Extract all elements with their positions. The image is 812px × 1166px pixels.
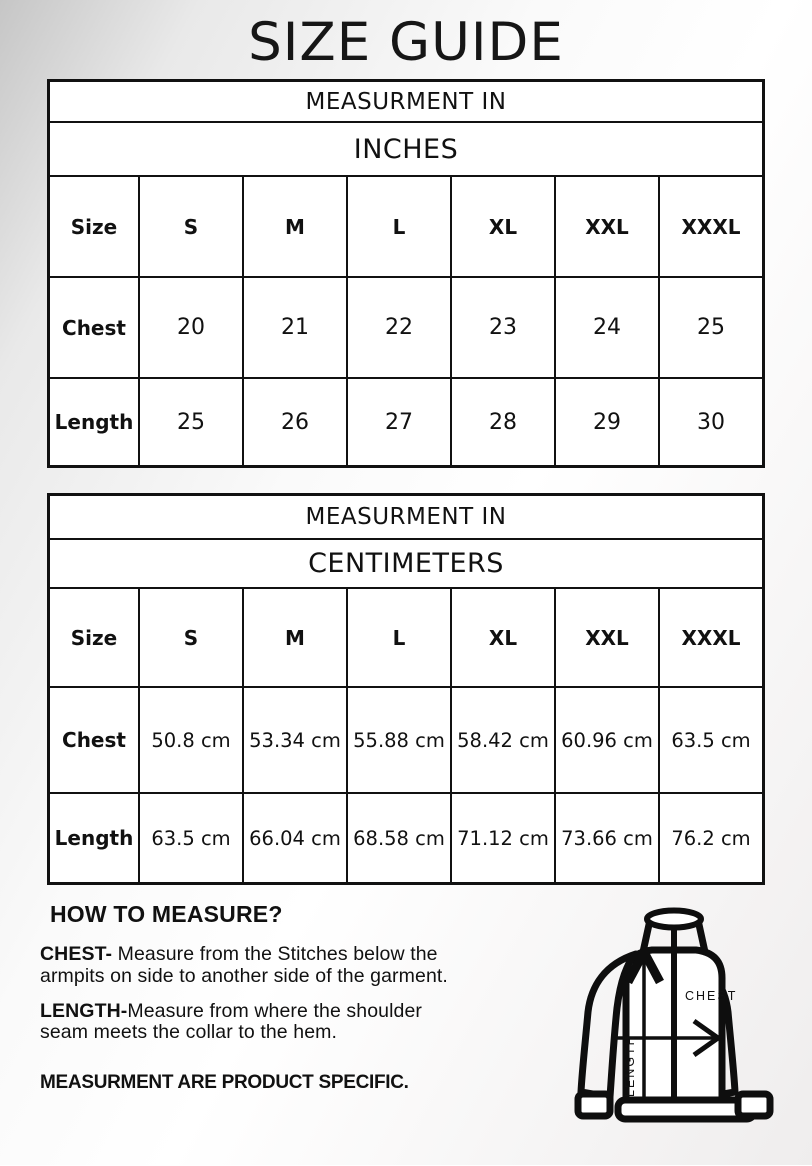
column-header-m: M	[243, 176, 347, 277]
chest-instruction-text: Measure from the Stitches below the armpits on side to another side of the garment.	[40, 943, 448, 987]
size-value: 63.5 cm	[659, 687, 763, 793]
size-value: 73.66 cm	[555, 793, 659, 883]
chest-instruction	[40, 944, 460, 988]
diagram-chest-label: CHEST	[685, 989, 738, 1003]
size-table-inches	[47, 79, 765, 468]
how-to-measure-section	[40, 901, 460, 1107]
diagram-length-label: LENGTH	[623, 1034, 637, 1097]
row-label-length: Length	[49, 378, 139, 466]
size-value: 22	[347, 277, 451, 378]
size-value: 29	[555, 378, 659, 466]
table-header-unit: CENTIMETERS	[49, 539, 763, 588]
size-value: 26	[243, 378, 347, 466]
size-value: 25	[659, 277, 763, 378]
size-value: 55.88 cm	[347, 687, 451, 793]
size-value: 23	[451, 277, 555, 378]
column-header-xxxl: XXXL	[659, 588, 763, 687]
column-header-xl: XL	[451, 588, 555, 687]
column-header-xxxl: XXXL	[659, 176, 763, 277]
product-specific-note: MEASURMENT ARE PRODUCT SPECIFIC.	[40, 1072, 409, 1094]
row-label-chest: Chest	[49, 277, 139, 378]
column-header-xxl: XXL	[555, 176, 659, 277]
size-value: 28	[451, 378, 555, 466]
column-header-xxl: XXL	[555, 588, 659, 687]
size-value: 21	[243, 277, 347, 378]
column-header-l: L	[347, 176, 451, 277]
jacket-measurement-diagram	[548, 900, 800, 1162]
size-value: 24	[555, 277, 659, 378]
column-header-xl: XL	[451, 176, 555, 277]
chest-instruction-label: CHEST-	[40, 943, 113, 965]
column-header-size: Size	[49, 176, 139, 277]
size-value: 60.96 cm	[555, 687, 659, 793]
size-value: 20	[139, 277, 243, 378]
column-header-m: M	[243, 588, 347, 687]
size-value: 68.58 cm	[347, 793, 451, 883]
how-to-measure-heading: HOW TO MEASURE?	[50, 901, 283, 927]
table-header-measurement: MEASURMENT IN	[49, 81, 763, 122]
table-header-unit: INCHES	[49, 122, 763, 176]
row-label-length: Length	[49, 793, 139, 883]
size-value: 25	[139, 378, 243, 466]
size-value: 53.34 cm	[243, 687, 347, 793]
column-header-size: Size	[49, 588, 139, 687]
size-value: 76.2 cm	[659, 793, 763, 883]
column-header-s: S	[139, 588, 243, 687]
size-value: 50.8 cm	[139, 687, 243, 793]
size-value: 63.5 cm	[139, 793, 243, 883]
size-value: 30	[659, 378, 763, 466]
length-instruction-label: LENGTH-	[40, 999, 128, 1022]
length-instruction-text: Measure from where the shoulder seam meets the collar to the hem.	[40, 999, 423, 1044]
row-label-chest: Chest	[49, 687, 139, 793]
size-table-centimeters	[47, 493, 765, 885]
size-value: 66.04 cm	[243, 793, 347, 883]
length-instruction	[40, 1001, 460, 1045]
column-header-l: L	[347, 588, 451, 687]
table-header-measurement: MEASURMENT IN	[49, 495, 763, 539]
size-value: 58.42 cm	[451, 687, 555, 793]
size-value: 71.12 cm	[451, 793, 555, 883]
page-title: SIZE GUIDE	[248, 12, 564, 73]
column-header-s: S	[139, 176, 243, 277]
jacket-icon	[548, 900, 800, 1162]
size-value: 27	[347, 378, 451, 466]
